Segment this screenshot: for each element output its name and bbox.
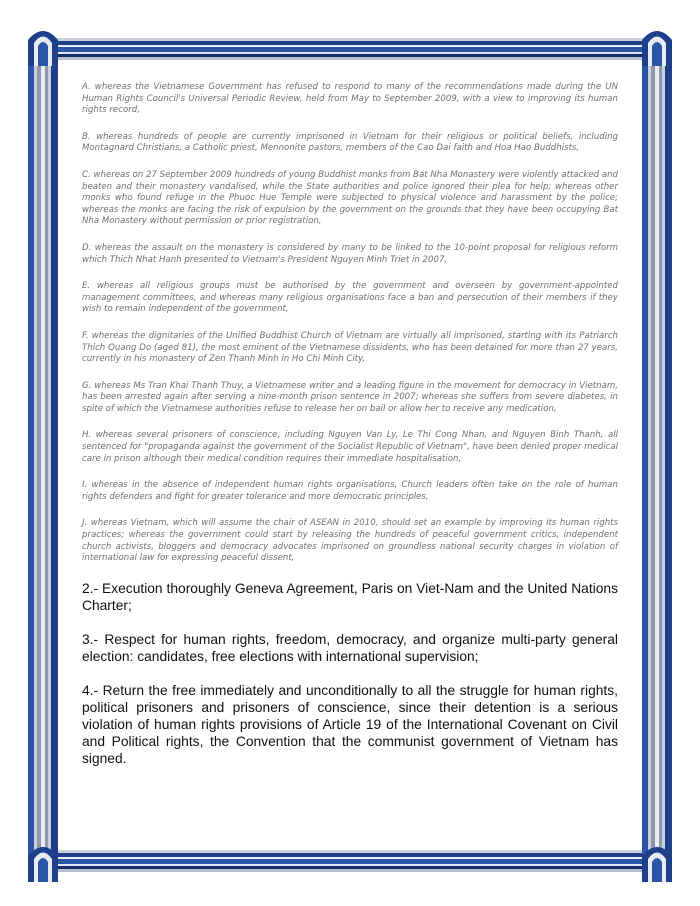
- demand-4: 4.- Return the free immediately and unconditionally to all the struggle for human rights, political prisoners and prisoners of conscience, since their detention is a serious violation of human rights provisions of Article 19 of the International Covenant on Civil and Political rights, the Convention that the communist government of Vietnam has signed.: [82, 682, 618, 766]
- corner-arch-icon: [640, 840, 674, 882]
- recital-h: H. whereas several prisoners of conscience, including Nguyen Van Ly, Le Thi Cong Nhan, and Nguyen Binh Thanh, all sentenced for "propaganda against the government of the Socialist Republic of Vietnam", have been denied proper medical care in prison although their medical condition requires their immediate hospitalisation,: [82, 430, 618, 464]
- recital-e: E. whereas all religious groups must be authorised by the government and overseen by government-appointed management committees, and whereas many religious organisations face a ban and persecution of their members if they wish to remain independent of the government,: [82, 281, 618, 315]
- frame-left-column: [28, 44, 58, 862]
- recital-b: B. whereas hundreds of people are currently imprisoned in Vietnam for their religious or political beliefs, including Montagnard Christians, a Catholic priest, Mennonite pastors, members of the Cao Dai faith and Hoa Hao Buddhists,: [82, 131, 618, 154]
- recital-c: C. whereas on 27 September 2009 hundreds of young Buddhist monks from Bat Nha Monastery were violently attacked and beaten and their monastery vandalised, while the State authorities and police ignored their plea for help; whereas other monks who found refuge in the Phuoc Hue Temple were subjected to physical violence and harassment by the police; whereas the monks are facing the risk of expulsion by the government on the grounds that they have been occupying Bat Nha Monastery without permission or prior registration,: [82, 169, 618, 227]
- demand-3: 3.- Respect for human rights, freedom, democracy, and organize multi-party general election: candidates, free elections with international supervision;: [82, 631, 618, 664]
- frame-top-bar: [44, 38, 656, 60]
- corner-arch-icon: [26, 840, 60, 882]
- recital-d: D. whereas the assault on the monastery is considered by many to be linked to the 10-point proposal for religious reform which Thich Nhat Hanh presented to Vietnam's President Nguyen Minh Triet in 2007,: [82, 242, 618, 265]
- corner-arch-icon: [640, 24, 674, 66]
- demand-2: 2.- Execution thoroughly Geneva Agreement, Paris on Viet-Nam and the United Nations Charter;: [82, 580, 618, 613]
- recital-a: A. whereas the Vietnamese Government has refused to respond to many of the recommendations made during the UN Human Rights Council's Universal Periodic Review, held from May to September 2009, with a view to improving its human rights record,: [82, 82, 618, 116]
- recital-i: I. whereas in the absence of independent human rights organisations, Church leaders often take on the role of human rights defenders and fight for greater tolerance and more democratic principles,: [82, 480, 618, 502]
- recital-f: F. whereas the dignitaries of the Unified Buddhist Church of Vietnam are virtually all imprisoned, starting with its Patriarch Thich Quang Do (aged 81), the most eminent of the Vietnamese dissidents, who has been detained for more than 27 years, currently in his monastery of Zen Thanh Minh in Ho Chi Minh City,: [82, 330, 618, 365]
- frame-right-column: [642, 44, 672, 862]
- frame-bottom-bar: [44, 850, 656, 872]
- document-body: [82, 82, 618, 784]
- recital-g: G. whereas Ms Tran Khai Thanh Thuy, a Vietnamese writer and a leading figure in the movement for democracy in Vietnam, has been arrested again after serving a nine-month prison sentence in 2007; whereas she suffers from severe diabetes, in spite of which the Vietnamese authorities refuse to release her on bail or allow her to receive any medication,: [82, 380, 618, 414]
- recital-j: J. whereas Vietnam, which will assume the chair of ASEAN in 2010, should set an example by improving its human rights practices; whereas the government could start by releasing the hundreds of peaceful government critics, independent church activists, bloggers and democracy advocates imprisoned on groundless national security charges in violation of international law for expressing peaceful dissent,: [82, 518, 618, 564]
- corner-arch-icon: [26, 24, 60, 66]
